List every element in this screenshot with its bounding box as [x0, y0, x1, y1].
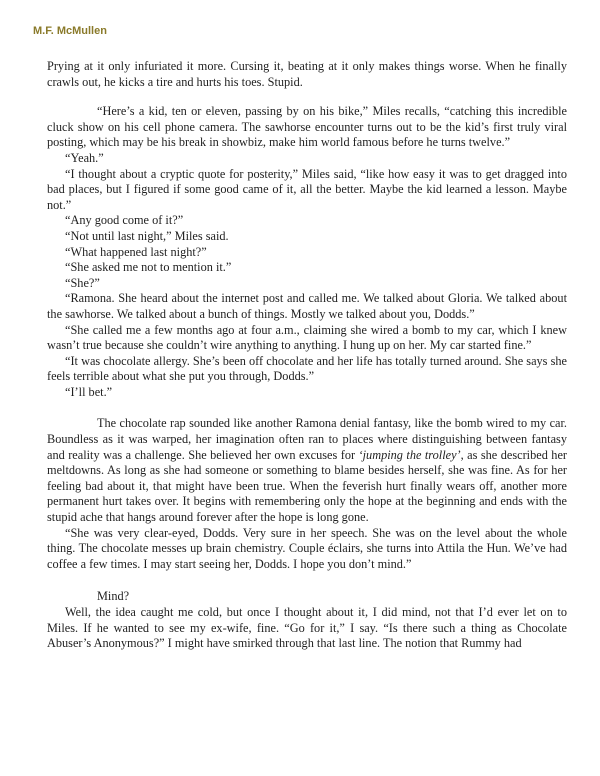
paragraph: “I’ll bet.”	[65, 384, 113, 399]
paragraph: “She called me a few months ago at four a.m., claiming she wired a bomb to my car, which I knew wasn’t true because she couldn’t wire anything to anything. I hung up on her. My car started fine.”	[47, 322, 567, 353]
emphasized-phrase: ‘jumping the trolley’	[358, 447, 461, 462]
paragraph: “Ramona. She heard about the internet post and called me. We talked about Gloria. We talked about the sawhorse. We talked about a bunch of things. Mostly we talked about you, Dodds.”	[47, 291, 567, 321]
paragraph: “What happened last night?”	[65, 244, 207, 259]
paragraph: Prying at it only infuriated it more. Cursing it, beating at it only makes things worse. When he finally crawls out, he kicks a tire and hurts his toes. Stupid.	[47, 59, 567, 89]
paragraph: Mind?	[97, 589, 130, 604]
paragraph: “She?”	[65, 275, 100, 290]
running-header-author: M.F. McMullen	[33, 25, 107, 37]
paragraph: Well, the idea caught me cold, but once I thought about it, I did mind, not that I’d ever let on to Miles. If he wanted to see my ex-wife, fine. “Go for it,” I say. “Is there such a thing as Chocolate Abuser’s Anonymous?” I might have smirked through that last line. The notion that Rummy had	[47, 605, 567, 651]
paragraph: “She asked me not to mention it.”	[65, 260, 232, 275]
paragraph: “I thought about a cryptic quote for posterity,” Miles said, “like how easy it was to get dragged into bad places, but I figured if some good came of it, all the better. Maybe the kid learned a lesson. Maybe not.”	[47, 166, 567, 212]
page-body	[47, 59, 567, 652]
paragraph-text: , as she described her meltdowns. As long as she had someone or something to blame besides herself, she was fine. As for her feeling bad about it, that might have been true. When the feverish hurt finally wears off, another more permanent hurt takes over. It begins with remembering only the hope at the beginning and ends with the stupid ache that hangs around forever after the hope is long gone.	[47, 447, 568, 525]
paragraph: “Any good come of it?”	[65, 213, 184, 228]
paragraph: “Yeah.”	[65, 150, 104, 165]
paragraph: “Not until last night,” Miles said.	[65, 228, 229, 243]
paragraph-with-emphasis	[47, 416, 567, 525]
paragraph: “It was chocolate allergy. She’s been off chocolate and her life has totally turned around. She says she feels terrible about what she put you through, Dodds.”	[47, 353, 567, 384]
paragraph: “She was very clear-eyed, Dodds. Very sure in her speech. She was on the level about the whole thing. The chocolate messes up brain chemistry. Couple éclairs, she turns into Attila the Hun. We’ve had coffee a few times. I may start seeing her, Dodds. I hope you don’t mind.”	[47, 525, 567, 571]
paragraph-text: The chocolate rap sounded like another Ramona denial fantasy, like the bomb wired to my car. Boundless as it was warped, her imagination often ran to places where distinguishing between fantasy and reality was a challenge. She believed her own excuses for	[47, 416, 567, 462]
paragraph: “Here’s a kid, ten or eleven, passing by on his bike,” Miles recalls, “catching this incredible cluck show on his cell phone camera. The sawhorse encounter turns out to be the kid’s first truly viral posting, which may be his break in showbiz, make him world famous before he turns twelve.”	[47, 104, 567, 150]
